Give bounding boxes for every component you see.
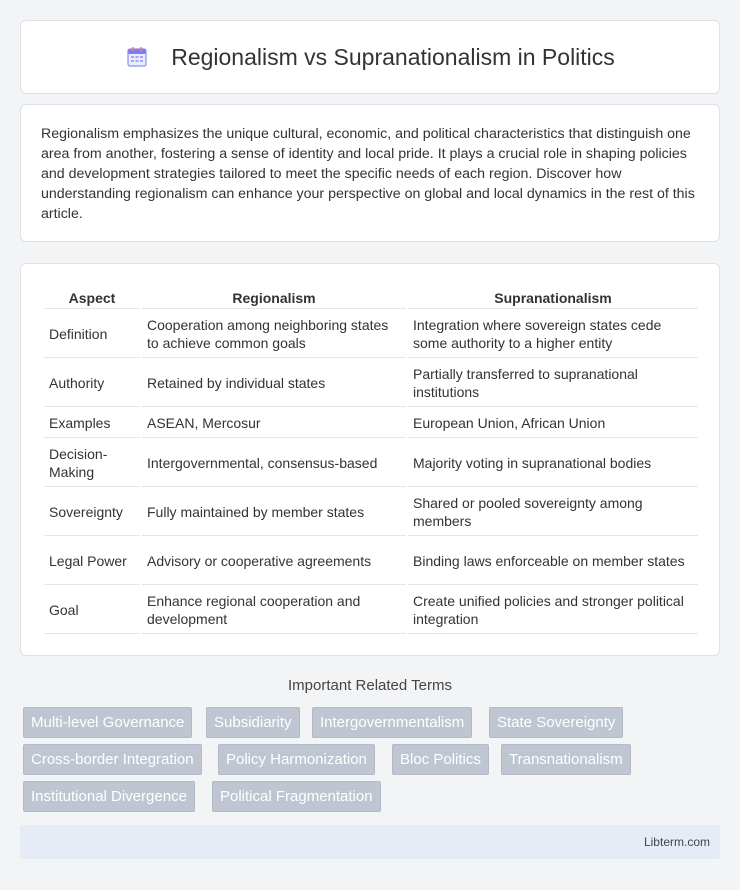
tag-political-fragmentation[interactable]: Political Fragmentation xyxy=(212,781,381,812)
cell-regionalism: Cooperation among neighboring states to achieve common goals xyxy=(142,311,406,358)
tag-subsidiarity[interactable]: Subsidiarity xyxy=(206,707,300,738)
cell-supranationalism: Integration where sovereign states cede some authority to a higher entity xyxy=(408,311,698,358)
table-row xyxy=(44,538,698,585)
tag-state-sovereignty[interactable]: State Sovereignty xyxy=(489,707,623,738)
table-row xyxy=(44,489,698,536)
table-row xyxy=(44,311,698,358)
tag-institutional-divergence[interactable]: Institutional Divergence xyxy=(23,781,195,812)
tag-policy-harmonization[interactable]: Policy Harmonization xyxy=(218,744,375,775)
title-card xyxy=(20,20,720,94)
header-aspect: Aspect xyxy=(44,287,140,309)
intro-text: Regionalism emphasizes the unique cultural, economic, and political characteristics that distinguish one area from another, fostering a sense of identity and local pride. It plays a crucial role in shaping policies and development strategies tailored to meet the specific needs of each region. Discover how understanding regionalism can enhance your perspective on global and local dynamics in the rest of this article. xyxy=(41,126,695,222)
cell-regionalism: Retained by individual states xyxy=(142,360,406,407)
page-title: Regionalism vs Supranationalism in Politics xyxy=(171,43,615,70)
intro-card xyxy=(20,104,720,242)
cell-supranationalism: Create unified policies and stronger political integration xyxy=(408,587,698,634)
cell-supranationalism: Shared or pooled sovereignty among members xyxy=(408,489,698,536)
cell-aspect: Goal xyxy=(44,587,140,634)
table-header-row xyxy=(44,287,698,309)
cell-supranationalism: Binding laws enforceable on member states xyxy=(408,538,698,585)
table-row xyxy=(44,440,698,487)
footer xyxy=(20,825,720,859)
header-regionalism: Regionalism xyxy=(142,287,406,309)
table-row xyxy=(44,360,698,407)
cell-regionalism: ASEAN, Mercosur xyxy=(142,409,406,438)
cell-supranationalism: European Union, African Union xyxy=(408,409,698,438)
comparison-table xyxy=(42,285,700,636)
cell-aspect: Examples xyxy=(44,409,140,438)
table-row xyxy=(44,409,698,438)
cell-aspect: Legal Power xyxy=(44,538,140,585)
related-terms-title: Important Related Terms xyxy=(288,677,452,694)
calendar-icon xyxy=(125,45,149,69)
cell-aspect: Sovereignty xyxy=(44,489,140,536)
header-supranationalism: Supranationalism xyxy=(408,287,698,309)
cell-aspect: Decision-Making xyxy=(44,440,140,487)
cell-regionalism: Intergovernmental, consensus-based xyxy=(142,440,406,487)
tag-bloc-politics[interactable]: Bloc Politics xyxy=(392,744,489,775)
footer-site-link[interactable]: Libterm.com xyxy=(643,835,710,849)
tag-intergovernmentalism[interactable]: Intergovernmentalism xyxy=(312,707,472,738)
tag-transnationalism[interactable]: Transnationalism xyxy=(501,744,631,775)
tag-multi-level-governance[interactable]: Multi-level Governance xyxy=(23,707,192,738)
cell-regionalism: Enhance regional cooperation and development xyxy=(142,587,406,634)
tag-cross-border-integration[interactable]: Cross-border Integration xyxy=(23,744,202,775)
comparison-table-card xyxy=(20,263,720,656)
cell-aspect: Definition xyxy=(44,311,140,358)
table-row xyxy=(44,587,698,634)
cell-regionalism: Advisory or cooperative agreements xyxy=(142,538,406,585)
cell-supranationalism: Majority voting in supranational bodies xyxy=(408,440,698,487)
cell-supranationalism: Partially transferred to supranational institutions xyxy=(408,360,698,407)
cell-regionalism: Fully maintained by member states xyxy=(142,489,406,536)
cell-aspect: Authority xyxy=(44,360,140,407)
